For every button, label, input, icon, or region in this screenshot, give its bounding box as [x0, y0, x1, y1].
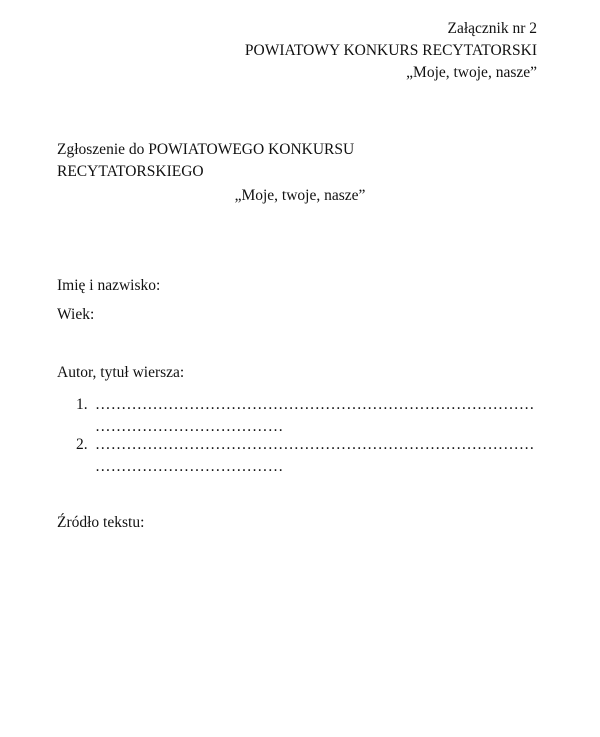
- annex-number: Załącznik nr 2: [447, 20, 537, 37]
- poem-entry-1: [95, 394, 545, 438]
- poem-dots-line-2a: …………………………………………………………………………: [95, 436, 535, 453]
- source-label: Źródło tekstu:: [57, 514, 145, 531]
- poem-dots-line-2b: ………………………………: [95, 458, 284, 475]
- poem-entry-2: [95, 434, 545, 478]
- author-title-label: Autor, tytuł wiersza:: [57, 364, 185, 381]
- poem-number-1: 1.: [76, 396, 88, 413]
- form-heading: Zgłoszenie do POWIATOWEGO KONKURSU RECYTATORSKIEGO: [57, 141, 355, 180]
- age-label: Wiek:: [57, 306, 95, 323]
- annex-header: [245, 18, 537, 84]
- contest-motto: „Moje, twoje, nasze”: [406, 64, 537, 81]
- contest-name: POWIATOWY KONKURS RECYTATORSKI: [244, 42, 537, 59]
- name-label: Imię i nazwisko:: [57, 277, 161, 294]
- poem-dots-line-1b: ………………………………: [95, 418, 284, 435]
- poem-dots-line-1a: …………………………………………………………………………: [95, 396, 535, 413]
- poem-number-2: 2.: [76, 436, 88, 453]
- form-subtitle: „Moje, twoje, nasze”: [234, 187, 366, 204]
